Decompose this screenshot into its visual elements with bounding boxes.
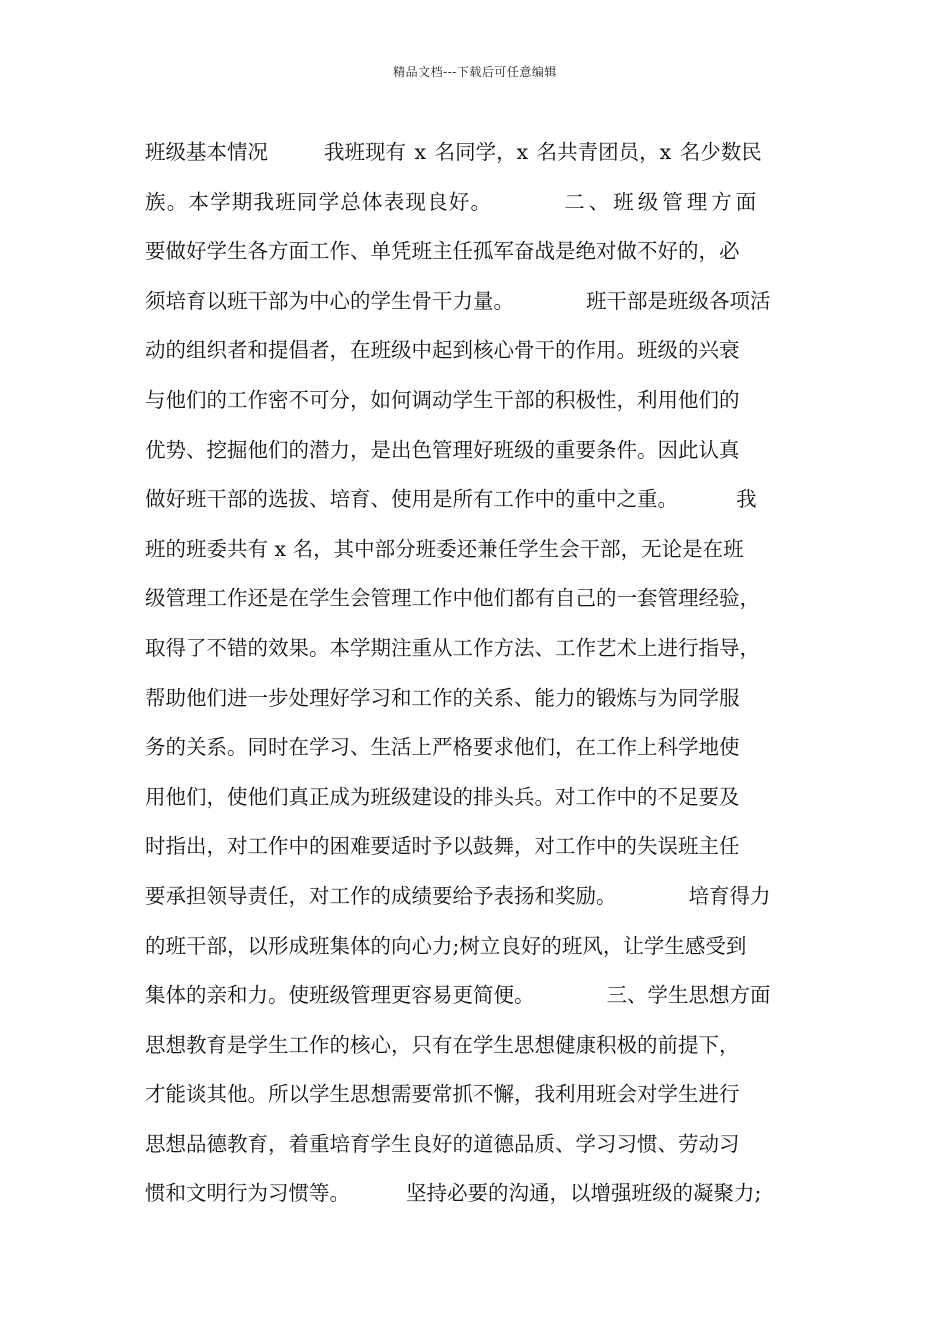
- text-segment: 帮助他们进一步处理好学习和工作的关系、能力的锻炼与为同学服: [145, 685, 740, 710]
- text-segment: 务的关系。同时在学习、生活上严格要求他们，在工作上科学地使: [145, 735, 740, 760]
- text-line: [145, 1070, 835, 1120]
- text-segment: 思想教育是学生工作的核心，只有在学生思想健康积极的前提下，: [145, 1032, 740, 1057]
- document-body: [145, 128, 835, 1219]
- text-line: [145, 178, 835, 228]
- text-segment: 坚持必要的沟通，以增强班级的凝聚力;: [406, 1181, 762, 1206]
- text-segment: 做好班干部的选拔、培育、使用是所有工作中的重中之重。: [145, 487, 678, 512]
- text-segment: 二、班级管理方面: [564, 189, 761, 214]
- text-segment: 须培育以班干部为中心的学生骨干力量。: [145, 288, 514, 313]
- text-segment: 惯和文明行为习惯等。: [145, 1181, 350, 1206]
- text-line: [145, 574, 835, 624]
- text-line: [145, 1021, 835, 1071]
- text-line: [145, 971, 835, 1021]
- text-segment: 要做好学生各方面工作、单凭班主任孤军奋战是绝对做不好的，必: [145, 239, 740, 264]
- text-line: [145, 326, 835, 376]
- text-segment: 我: [736, 487, 757, 512]
- text-segment: 班的班委共有 x 名，其中部分班委还兼任学生会干部，无论是在班: [145, 536, 744, 561]
- text-line: [145, 1169, 835, 1219]
- text-segment: 级管理工作还是在学生会管理工作中他们都有自己的一套管理经验，: [145, 586, 760, 611]
- text-segment: 时指出，对工作中的困难要适时予以鼓舞，对工作中的失误班主任: [145, 834, 740, 859]
- text-segment: 思想品德教育，着重培育学生良好的道德品质、学习习惯、劳动习: [145, 1131, 740, 1156]
- text-line: [145, 376, 835, 426]
- text-segment: 要承担领导责任，对工作的成绩要给予表扬和奖励。: [145, 883, 617, 908]
- text-line: [145, 773, 835, 823]
- text-segment: 才能谈其他。所以学生思想需要常抓不懈，我利用班会对学生进行: [145, 1082, 740, 1107]
- text-segment: 培育得力: [688, 883, 771, 908]
- text-segment: 班干部是班级各项活: [586, 288, 771, 313]
- text-segment: 优势、挖掘他们的潜力，是出色管理好班级的重要条件。因此认真: [145, 437, 740, 462]
- text-line: [145, 525, 835, 575]
- text-line: [145, 723, 835, 773]
- text-line: [145, 922, 835, 972]
- text-line: [145, 426, 835, 476]
- text-segment: 集体的亲和力。使班级管理更容易更简便。: [145, 983, 535, 1008]
- text-segment: 动的组织者和提倡者，在班级中起到核心骨干的作用。班级的兴衰: [145, 338, 740, 363]
- text-line: [145, 674, 835, 724]
- text-line: [145, 277, 835, 327]
- text-line: [145, 822, 835, 872]
- text-segment: 的班干部，以形成班集体的向心力;树立良好的班风，让学生感受到: [145, 933, 747, 958]
- text-line: [145, 227, 835, 277]
- text-segment: 与他们的工作密不可分，如何调动学生干部的积极性，利用他们的: [145, 387, 740, 412]
- text-line: [145, 872, 835, 922]
- text-segment: 取得了不错的效果。本学期注重从工作方法、工作艺术上进行指导，: [145, 635, 760, 660]
- text-line: [145, 475, 835, 525]
- text-line: [145, 128, 835, 178]
- text-segment: 用他们，使他们真正成为班级建设的排头兵。对工作中的不足要及: [145, 784, 740, 809]
- text-line: [145, 624, 835, 674]
- text-segment: 我班现有 x 名同学，x 名共青团员，x 名少数民: [324, 140, 762, 164]
- text-segment: 族。本学期我班同学总体表现良好。: [145, 189, 493, 214]
- page-header: 精品文档---下载后可任意编辑: [393, 65, 557, 79]
- text-segment: 三、学生思想方面: [606, 983, 771, 1008]
- text-line: [145, 1120, 835, 1170]
- text-segment: 班级基本情况: [145, 140, 268, 164]
